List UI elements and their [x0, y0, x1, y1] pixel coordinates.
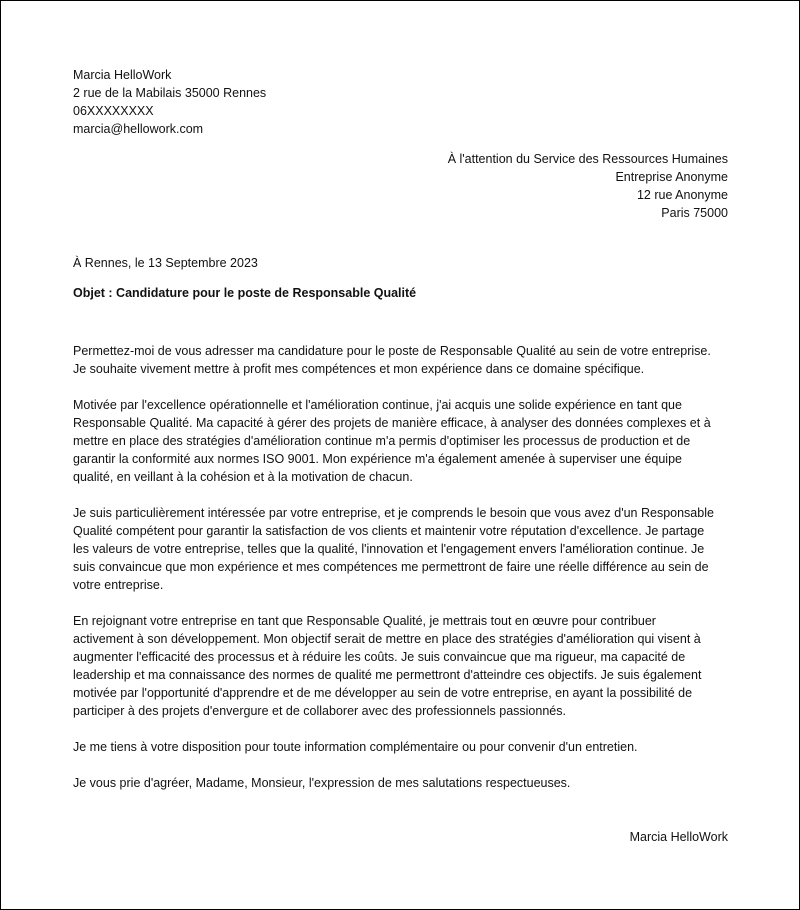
- body-paragraph-objectives: En rejoignant votre entreprise en tant que Responsable Qualité, je mettrais tout en œuvre pour contribuer activement à son développement. Mon objectif serait de mettre en place des stratégies d'amélioration qui visent à augmenter l'efficacité des processus et à réduire les coûts. Je suis convaincue que ma rigueur, ma capacité de leadership et ma connaissance des normes de qualité me permettront d'atteindre ces objectifs. Je suis également motivée par l'opportunité d'apprendre et de me développer au sein de votre entreprise, en ayant la possibilité de participer à des projets d'envergure et de collaborer avec des professionnels passionnés.: [73, 614, 702, 718]
- body-paragraph-experience: Motivée par l'excellence opérationnelle et l'amélioration continue, j'ai acquis une solide expérience en tant que Responsable Qualité. Ma capacité à gérer des projets de manière efficace, à analyser des données complexes et à mettre en place des stratégies d'amélioration continue m'a permis d'optimiser les processus de production et de garantir la conformité aux normes ISO 9001. Mon expérience m'a également amenée à superviser une équipe qualité, en veillant à la cohésion et à la motivation de chacun.: [73, 398, 711, 484]
- signature: Marcia HelloWork: [629, 830, 728, 844]
- recipient-city: Paris 75000: [661, 206, 728, 220]
- letter-body: [73, 342, 733, 810]
- sender-email: marcia@hellowork.com: [73, 122, 204, 136]
- letter-date: À Rennes, le 13 Septembre 2023: [73, 256, 258, 270]
- recipient-attention: À l'attention du Service des Ressources Humaines: [447, 152, 728, 166]
- letter-subject: Objet : Candidature pour le poste de Responsable Qualité: [73, 286, 417, 300]
- sender-name: Marcia HelloWork: [73, 68, 172, 82]
- body-paragraph-availability: Je me tiens à votre disposition pour toute information complémentaire ou pour convenir d'un entretien.: [73, 740, 638, 754]
- recipient-street: 12 rue Anonyme: [636, 188, 728, 202]
- sender-address: 2 rue de la Mabilais 35000 Rennes: [73, 86, 267, 100]
- recipient-block: [268, 150, 728, 222]
- body-paragraph-closing: Je vous prie d'agréer, Madame, Monsieur, l'expression de mes salutations respectueuses.: [73, 776, 571, 790]
- sender-phone: 06XXXXXXXX: [73, 104, 154, 118]
- sender-block: [73, 66, 473, 138]
- body-paragraph-intro: Permettez-moi de vous adresser ma candidature pour le poste de Responsable Qualité au sein de votre entreprise. Je souhaite vivement mettre à profit mes compétences et mon expérience dans ce domaine spécifique.: [73, 344, 711, 376]
- recipient-company: Entreprise Anonyme: [615, 170, 728, 184]
- body-paragraph-motivation: Je suis particulièrement intéressée par votre entreprise, et je comprends le besoin que vous avez d'un Responsable Qualité compétent pour garantir la satisfaction de vos clients et maintenir votre réputation d'excellence. Je partage les valeurs de votre entreprise, telles que la qualité, l'innovation et l'engagement envers l'amélioration continue. Je suis convaincue que mon expérience et mes compétences me permettront de faire une réelle différence au sein de votre entreprise.: [73, 506, 714, 592]
